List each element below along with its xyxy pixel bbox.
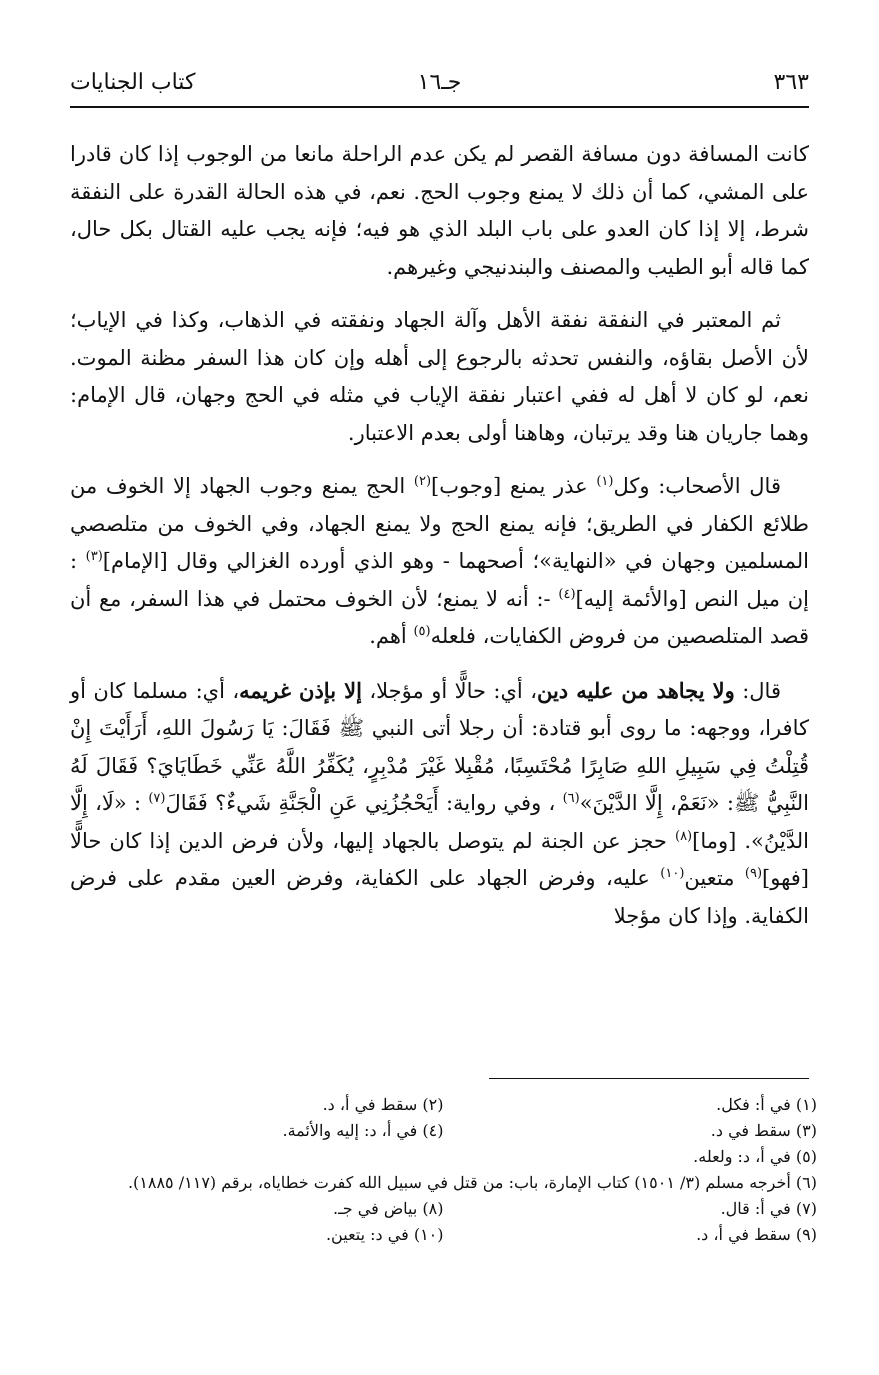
footnote-mark-4: (٤) [558,586,576,602]
footnote-divider [489,1078,809,1079]
footnote-5: (٥) في أ، د: ولعله. [693,1147,817,1166]
footnote-row [70,1118,817,1144]
footnote-mark-2: (٢) [413,474,432,489]
text-run: ، أي: مسلما كان أو كافرا، ووجهه: ما روى أبو قتادة: أن رجلا أتى النبي ﷺ فَقَالَ: يَا رَسُولَ اللهِ، أَرَأَيْتَ إِنْ قُتِلْتُ فِي سَبِيلِ اللهِ صَابِرًا مُحْتَسِبًا، مُقْبِلا غَيْرَ مُدْبِرٍ، يُكَفِّرُ اللَّهُ عَنِّي خَطَايَايَ؟ فَقَالَ لَهُ النَّبِيُّ ﷺ: «نَعَمْ، إِلَّا الدَّيْنَ» [70,678,810,815]
matn-text: ولا يجاهد من عليه دين [536,677,735,703]
text-run: -: أنه لا يمنع؛ لأن الخوف محتمل في هذا السفر، مع أن قصد المتلصصين من فروض الكفايات، فلعله [70,586,809,648]
footnote-row [70,1170,817,1196]
paragraph-4 [70,672,809,936]
footnote-mark-1: (١) [596,474,614,489]
footnote-mark-8: (٨) [674,828,693,844]
text-run: قال الأصحاب: وكل [613,474,781,498]
footnote-3: (٣) سقط في د. [710,1121,817,1140]
footnote-9: (٩) سقط في أ، د. [696,1225,817,1244]
footnote-4: (٤) في أ، د: إليه والأئمة. [282,1121,444,1140]
page-header [70,66,809,108]
text-run: قال: [734,678,781,703]
text-run: ، وفي رواية: أَيَحْجُزُنِي عَنِ الْجَنَّةِ شَيءٌ؟ فَقَالَ [165,791,563,815]
text-run: : إن ميل النص [والأئمة إليه] [70,549,809,611]
footnote-7: (٧) في أ: قال. [720,1199,817,1218]
footnote-row [70,1196,817,1222]
footnote-mark-9: (٩) [744,866,763,881]
footnote-2: (٢) سقط في أ، د. [322,1095,444,1114]
text-run: حجز عن الجنة لم يتوصل بالجهاد إليها، ولأن فرض الدين إذا كان حالًّا [فهو] [70,828,809,890]
footnote-mark-7: (٧) [148,791,166,806]
footnote-mark-6: (٦) [562,791,580,806]
text-run: : «لَا، إِلَّا الدَّيْنُ». [وما] [70,791,809,853]
footnote-row [70,1092,817,1118]
footnote-mark-5: (٥) [413,624,431,639]
volume-label: جـ١٦ [417,70,462,95]
footnote-row [70,1222,817,1248]
paragraph-1: كانت المسافة دون مسافة القصر لم يكن عدم الراحلة مانعا من الوجوب إذا كان قادرا على المشي، كما أن ذلك لا يمنع وجوب الحج. نعم، في هذه الحالة القدرة على النفقة شرط، إلا إذا كان العدو على باب البلد الذي هو فيه؛ فإنه يجب عليه القتال بكل حال، كما قاله أبو الطيب والمصنف والبندنيجي وغيرهم. [70,142,809,279]
footnote-mark-10: (١٠) [660,866,685,881]
text-run: الحج يمنع وجوب الجهاد إلا الخوف من طلائع الكفار في الطريق؛ فإنه يمنع الحج ولا يمنع الجهاد، وفي الخوف من متلصصي المسلمين وجهان في «النهاية»؛ أصحهما - وهو الذي أورده الغزالي وقال [الإمام] [70,474,809,573]
main-text [70,136,809,951]
footnote-10: (١٠) في د: يتعين. [325,1225,444,1244]
paragraph-2: ثم المعتبر في النفقة نفقة الأهل وآلة الجهاد ونفقته في الذهاب، وكذا في الإياب؛ لأن الأصل بقاؤه، والنفس تحدثه بالرجوع إلى أهله وإن كان هذا السفر مظنة الموت. نعم، لو كان لا أهل له ففي اعتبار نفقة الإياب في مثله في الحج وجهان، قال الإمام: وهما جاريان هنا وقد يرتبان، وهاهنا أولى بعدم الاعتبار. [70,308,809,445]
book-title: كتاب الجنايات [70,70,196,95]
footnote-8: (٨) بياض في جـ. [333,1199,444,1218]
footnote-1: (١) في أ: فكل. [716,1095,817,1114]
text-run: متعين [684,866,745,890]
footnote-mark-3: (٣) [85,549,103,564]
footnotes [70,1092,817,1248]
text-run: أهم. [369,624,414,648]
text-run: عذر يمنع [وجوب] [431,474,597,498]
footnote-row [70,1144,817,1170]
paragraph-3 [70,468,809,656]
matn-text: إلا بإذن غريمه [239,677,362,703]
text-run: ، أي: حالًّا أو مؤجلا، [361,678,537,703]
text-run: عليه، وفرض الجهاد على الكفاية، وفرض العين مقدم على فرض الكفاية. وإذا كان مؤجلا [70,866,809,928]
footnote-6: (٦) أخرجه مسلم (٣/ ١٥٠١) كتاب الإمارة، باب: من قتل في سبيل الله كفرت خطاياه، برقم (١١٧/ ١٨٨٥). [127,1173,817,1192]
page-number: ٣٦٣ [773,70,809,95]
